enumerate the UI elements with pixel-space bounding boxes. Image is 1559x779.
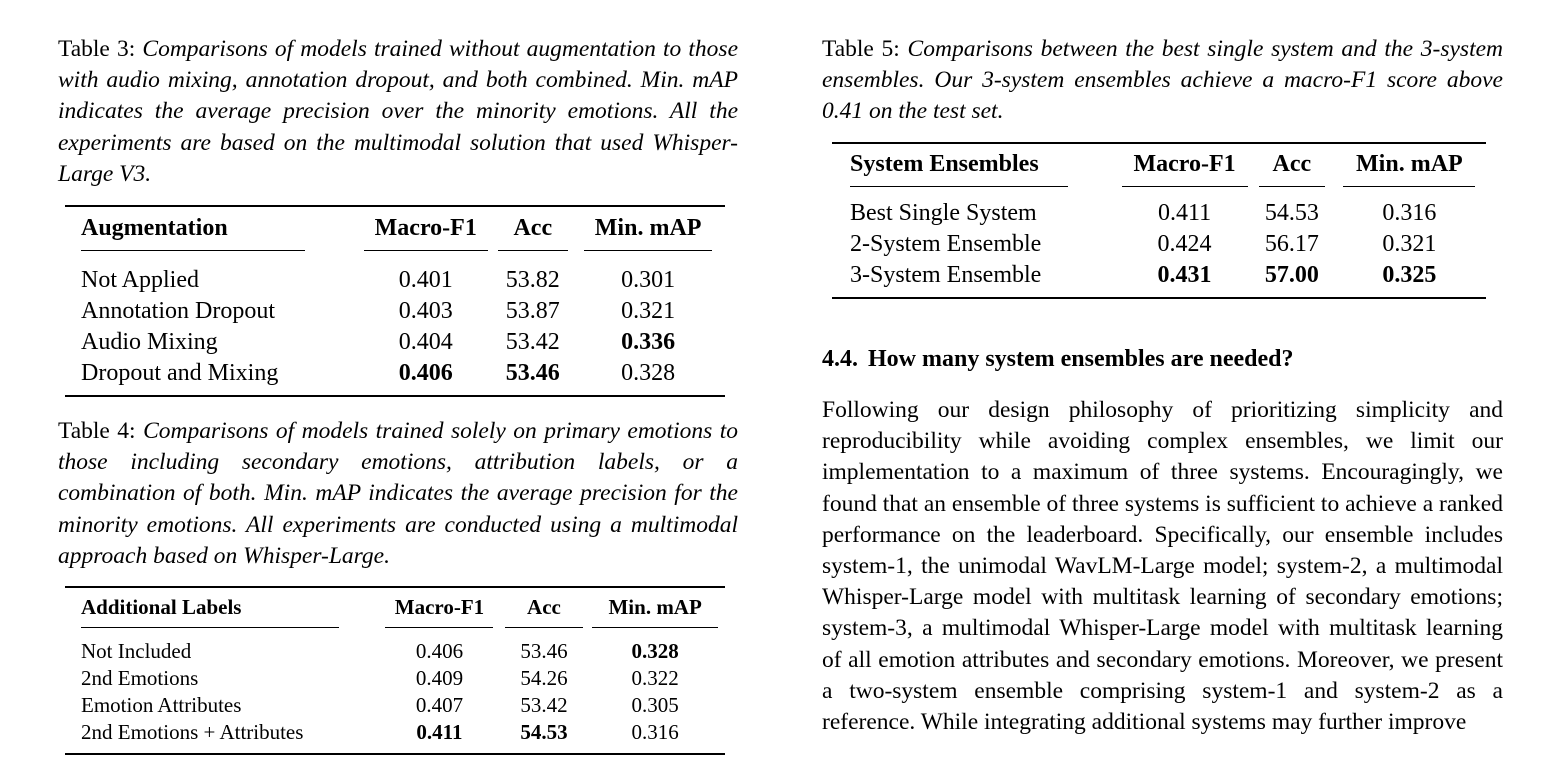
table3-header-augmentation: Augmentation bbox=[65, 206, 357, 257]
table4-cell-map: 0.322 bbox=[631, 666, 679, 690]
section-number: 4.4. bbox=[822, 346, 858, 372]
table5-cell-f1: 0.411 bbox=[1157, 200, 1212, 226]
section-title: How many system ensembles are needed? bbox=[868, 346, 1294, 372]
table3-cell-map: 0.321 bbox=[621, 298, 676, 324]
table3-cell-acc: 53.87 bbox=[505, 298, 560, 324]
table-row bbox=[65, 296, 725, 327]
table3-cell-f1: 0.404 bbox=[398, 329, 453, 355]
table4-cell-f1-best: 0.411 bbox=[416, 720, 463, 744]
table4-row-name: Emotion Attributes bbox=[81, 693, 242, 717]
table-row bbox=[832, 260, 1486, 298]
table4-cell-f1: 0.407 bbox=[415, 693, 464, 717]
table3-header-min-map: Min. mAP bbox=[571, 206, 725, 257]
table3-row-name: Annotation Dropout bbox=[81, 298, 275, 324]
table4-cell-map-best: 0.328 bbox=[631, 639, 679, 663]
section-body: Following our design philosophy of prioritizing simplicity and reproducibility while avoiding complex ensembles, we limit our implementation to a maximum of three systems. Encouragingly, we found that an ensemble of three systems is sufficient to achieve a ranked performance on the leaderboard. Specifically, our ensemble includes system-1, the unimodal WavLM-Large model; system-2, a multimodal Whisper-Large model with multitask learning of secondary emotions; system-3, a multimodal Whisper-Large model with multitask learning of all emotion attributes and secondary emotions. Moreover, we present a two-system ensemble comprising system-1 and system-2 as a reference. While integrating additional systems may further improve bbox=[822, 397, 1503, 736]
table4-cell-map: 0.305 bbox=[631, 693, 679, 717]
section-heading bbox=[822, 343, 1294, 375]
table3-header-macro-f1: Macro-F1 bbox=[357, 206, 494, 257]
table5-cell-map: 0.321 bbox=[1382, 231, 1437, 257]
table-row bbox=[832, 229, 1486, 260]
table3-cell-acc: 53.42 bbox=[505, 329, 560, 355]
table4-cell-map: 0.316 bbox=[631, 720, 679, 744]
table5-cell-f1: 0.424 bbox=[1157, 231, 1212, 257]
table5-header-system-ensembles: System Ensembles bbox=[832, 143, 1118, 192]
table-row bbox=[65, 692, 725, 719]
table4-header-min-map: Min. mAP bbox=[585, 587, 725, 632]
table-row bbox=[65, 719, 725, 754]
table5-header-min-map: Min. mAP bbox=[1333, 143, 1486, 192]
table-row bbox=[65, 665, 725, 692]
table5-cell-acc: 56.17 bbox=[1264, 231, 1319, 257]
table4-cell-acc: 53.42 bbox=[520, 693, 568, 717]
table3-header-acc: Acc bbox=[494, 206, 571, 257]
table-row bbox=[65, 265, 725, 296]
table5-caption bbox=[822, 34, 1503, 128]
table3-label: Table 3: bbox=[58, 36, 136, 62]
table4-cell-acc: 54.26 bbox=[520, 666, 568, 690]
table5-header-acc: Acc bbox=[1251, 143, 1333, 192]
table5-row-name: Best Single System bbox=[850, 200, 1037, 226]
table4-header-additional-labels: Additional Labels bbox=[65, 587, 376, 632]
table-row bbox=[65, 638, 725, 665]
table4-cell-acc: 53.46 bbox=[520, 639, 568, 663]
table4-cell-f1: 0.406 bbox=[415, 639, 464, 663]
table3-row-name: Not Applied bbox=[81, 267, 199, 293]
table5-cell-f1-best: 0.431 bbox=[1157, 262, 1212, 288]
table-row bbox=[65, 358, 725, 396]
table5-row-name: 3-System Ensemble bbox=[850, 262, 1042, 288]
table4 bbox=[65, 586, 725, 755]
table5-row-name: 2-System Ensemble bbox=[850, 231, 1042, 257]
table4-row-name: 2nd Emotions + Attributes bbox=[81, 720, 304, 744]
table3-caption bbox=[58, 34, 738, 190]
table5-cell-acc-best: 57.00 bbox=[1264, 262, 1319, 288]
table3-row-name: Dropout and Mixing bbox=[81, 360, 279, 386]
table3-cell-map: 0.328 bbox=[621, 360, 676, 386]
table4-header-row bbox=[65, 587, 725, 632]
table4-caption-text: Comparisons of models trained solely on primary emotions to those including secondary emotions, attribution labels, or a combination of both. Min. mAP indicates the average precision for the minority emotions. All experiments are conducted using a multimodal approach based on Whisper-Large. bbox=[58, 418, 738, 569]
table3 bbox=[65, 205, 725, 397]
table3-cell-map: 0.301 bbox=[621, 267, 676, 293]
table4-cell-acc-best: 54.53 bbox=[520, 720, 568, 744]
table5-cell-map-best: 0.325 bbox=[1382, 262, 1437, 288]
table4-header-macro-f1: Macro-F1 bbox=[376, 587, 502, 632]
table5-label: Table 5: bbox=[822, 36, 900, 62]
table3-header-row bbox=[65, 206, 725, 257]
table3-cell-f1: 0.401 bbox=[398, 267, 453, 293]
table-row bbox=[65, 327, 725, 358]
table4-cell-f1: 0.409 bbox=[415, 666, 464, 690]
table5-cell-map: 0.316 bbox=[1382, 200, 1437, 226]
table4-caption bbox=[58, 416, 738, 572]
table3-cell-acc: 53.82 bbox=[505, 267, 560, 293]
table4-row-name: 2nd Emotions bbox=[81, 666, 199, 690]
table5-header-row bbox=[832, 143, 1486, 192]
table-row bbox=[832, 198, 1486, 229]
table3-row-name: Audio Mixing bbox=[81, 329, 218, 355]
table5 bbox=[832, 142, 1486, 299]
table4-header-acc: Acc bbox=[503, 587, 586, 632]
table3-cell-f1: 0.403 bbox=[398, 298, 453, 324]
table5-header-macro-f1: Macro-F1 bbox=[1118, 143, 1251, 192]
table5-cell-acc: 54.53 bbox=[1264, 200, 1319, 226]
table3-cell-acc-best: 53.46 bbox=[505, 360, 560, 386]
table4-row-name: Not Included bbox=[81, 639, 192, 663]
table3-cell-f1-best: 0.406 bbox=[398, 360, 453, 386]
table3-cell-map-best: 0.336 bbox=[621, 329, 676, 355]
table4-label: Table 4: bbox=[58, 418, 136, 444]
table3-caption-text: Comparisons of models trained without augmentation to those with audio mixing, annotation dropout, and both combined. Min. mAP indicates the average precision over the minority emotions. All the experiments are based on the multimodal solution that used Whisper-Large V3. bbox=[58, 36, 738, 187]
table5-caption-text: Comparisons between the best single system and the 3-system ensembles. Our 3-system ensembles achieve a macro-F1 score above 0.41 on the test set. bbox=[822, 36, 1504, 125]
